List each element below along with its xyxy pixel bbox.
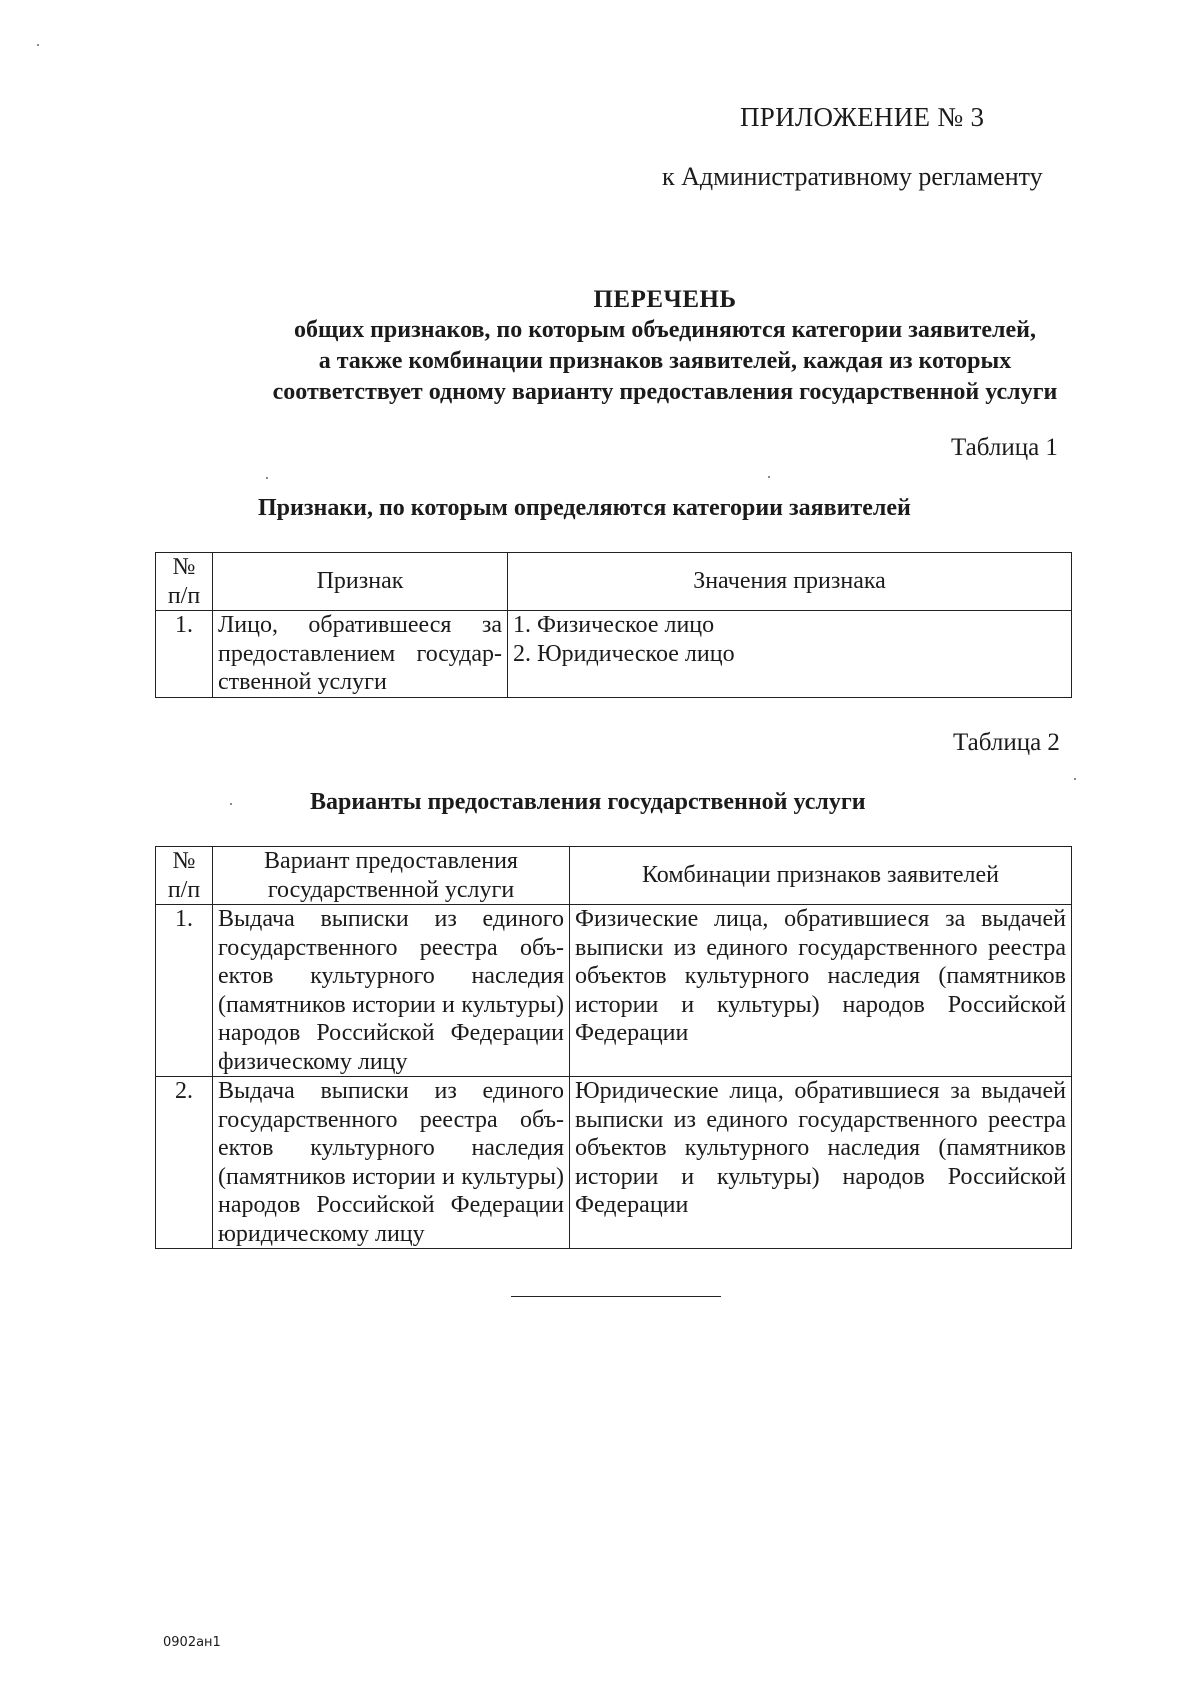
document-title: ПЕРЕЧЕНЬ: [593, 286, 737, 313]
table1-caption: Признаки, по которым определяются категории заявителей: [258, 495, 911, 521]
table-variants: [155, 846, 1072, 1249]
table-header-row: [156, 847, 1072, 905]
value-item: 2. Юридическое лицо: [513, 640, 735, 667]
row-variant: Выдача выписки из единого государственного реестра объектов культурного наследия (памятников истории и культуры) народов Российской Федерации юридическому лицу: [213, 1077, 570, 1249]
row-variant: Выдача выписки из единого государственного реестра объектов культурного наследия (памятников истории и культуры) народов Российской Федерации физическому лицу: [213, 905, 570, 1077]
document-description-line-2: а также комбинации признаков заявителей, каждая из которых: [318, 348, 1012, 374]
header-variant: Вариант предоставления государственной услуги: [213, 847, 570, 905]
header-values: Значения признака: [508, 553, 1072, 611]
header-feature: Признак: [213, 553, 508, 611]
table2-caption: Варианты предоставления государственной услуги: [310, 789, 866, 815]
scan-speck: [1074, 778, 1076, 780]
scan-speck: [230, 803, 232, 805]
row-num: 1.: [156, 611, 213, 698]
table2-label: Таблица 2: [953, 729, 1060, 756]
value-item: 1. Физическое лицо: [513, 612, 715, 638]
row-num: 2.: [156, 1077, 213, 1249]
document-description-line-1: общих признаков, по которым объединяются категории заявителей,: [293, 317, 1037, 343]
header-num: № п/п: [156, 847, 213, 905]
header-combination: Комбинации признаков заявителей: [570, 847, 1072, 905]
table-row: [156, 611, 1072, 698]
footer-code: 0902ан1: [163, 1635, 221, 1650]
document-heading: [120, 285, 1200, 408]
row-combination: Юридические лица, обратившиеся за выдачей выписки из единого государственного реестра объектов культурного наследия (памятников истории и культуры) народов Российской Федерации: [570, 1077, 1072, 1249]
document-description-line-3: соответствует одному варианту предоставления государственной услуги: [272, 379, 1058, 405]
row-values: [508, 611, 1072, 698]
table1-label: Таблица 1: [951, 434, 1058, 461]
row-feature: Лицо, обратившееся за предоставлением государственной услуги: [213, 611, 508, 698]
header-num: № п/п: [156, 553, 213, 611]
scan-speck: [266, 477, 268, 479]
table-row: [156, 905, 1072, 1077]
scan-speck: [768, 476, 770, 478]
row-num: 1.: [156, 905, 213, 1077]
appendix-subtitle: к Административному регламенту: [662, 162, 1043, 191]
appendix-title: ПРИЛОЖЕНИЕ № 3: [740, 102, 985, 132]
closing-rule: [511, 1296, 721, 1297]
table-row: [156, 1077, 1072, 1249]
scan-speck: [37, 44, 39, 46]
table-features: [155, 552, 1072, 698]
row-combination: Физические лица, обратившиеся за выдачей выписки из единого государственного реестра объектов культурного наследия (памятников истории и культуры) народов Российской Федерации: [570, 905, 1072, 1077]
table-header-row: [156, 553, 1072, 611]
